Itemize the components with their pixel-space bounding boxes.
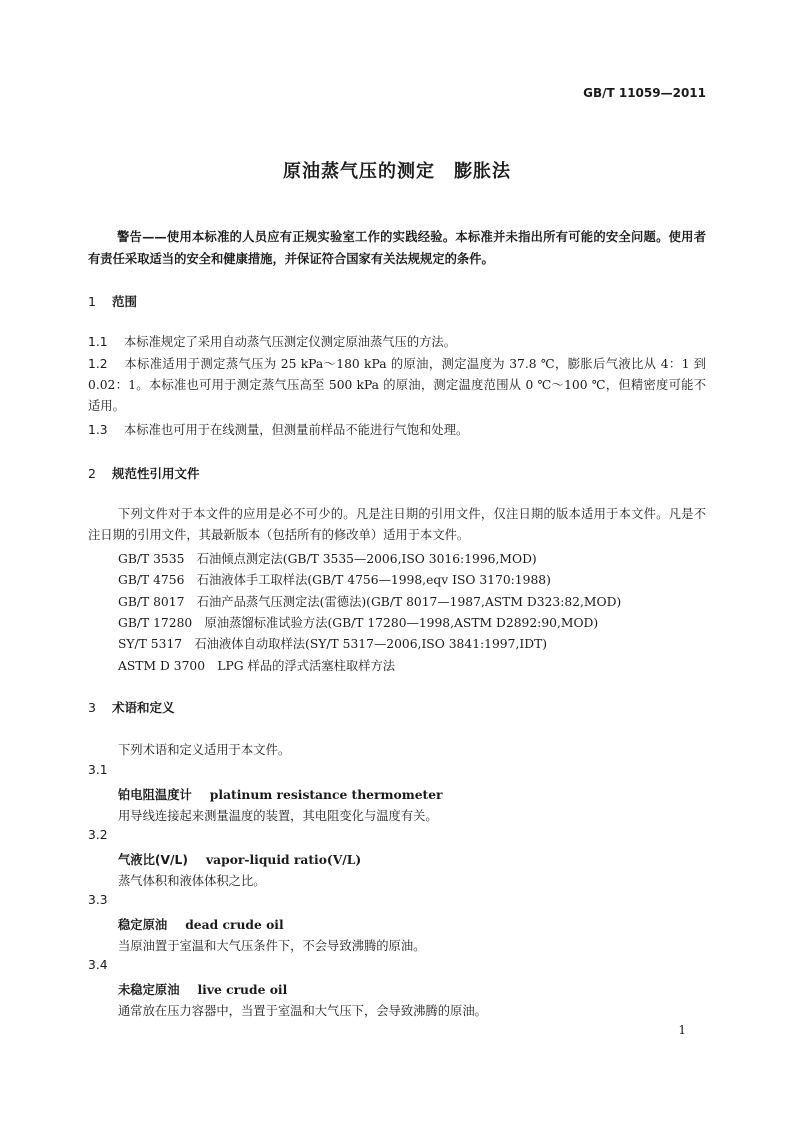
- term-number: 3.1: [88, 763, 108, 777]
- reference-item: GB/T 17280 原油蒸馏标准试验方法(GB/T 17280—1998,ASTM D2892:90,MOD): [118, 616, 599, 630]
- clause-number: 1.1: [88, 335, 108, 349]
- term-definition: 蒸气体积和液体体积之比。: [118, 874, 266, 888]
- term-definition: 通常放在压力容器中，当置于室温和大气压下，会导致沸腾的原油。: [118, 1004, 487, 1018]
- clause-1-1: [88, 332, 706, 353]
- term-definition: 当原油置于室温和大气压条件下，不会导致沸腾的原油。: [118, 939, 426, 953]
- section-title: 范围: [112, 294, 138, 309]
- section-heading-terms: [88, 698, 175, 716]
- term-en: dead crude oil: [185, 917, 284, 932]
- page-number: 1: [678, 1023, 686, 1037]
- reference-item: GB/T 3535 石油倾点测定法(GB/T 3535—2006,ISO 3016:1996,MOD): [118, 552, 537, 566]
- section-title: 规范性引用文件: [112, 466, 200, 481]
- clause-1-2: [88, 354, 706, 417]
- clause-1-3: [88, 420, 706, 441]
- term-entry: [118, 785, 443, 803]
- term-entry: [118, 980, 287, 998]
- section-heading-normative: [88, 464, 200, 482]
- clause-number: 1.2: [88, 357, 108, 371]
- term-number: 3.3: [88, 893, 108, 907]
- term-zh: 铂电阻温度计: [118, 788, 192, 802]
- section-title: 术语和定义: [112, 700, 175, 715]
- clause-text: 本标准适用于测定蒸气压为 25 kPa～180 kPa 的原油，测定温度为 37.8 ℃，膨胀后气液比从 4：1 到 0.02：1。本标准也可用于测定蒸气压高至 500 kPa 的原油，测定温度范围从 0 ℃～100 ℃，但精密度可能不适用。: [88, 357, 706, 413]
- reference-item: ASTM D 3700 LPG 样品的浮式活塞柱取样方法: [118, 659, 396, 673]
- term-entry: [118, 850, 361, 868]
- terms-intro: 下列术语和定义适用于本文件。: [118, 743, 291, 757]
- clause-text: 本标准也可用于在线测量，但测量前样品不能进行气饱和处理。: [124, 423, 469, 437]
- document-title: 原油蒸气压的测定 膨胀法: [283, 161, 511, 182]
- term-en: platinum resistance thermometer: [209, 787, 443, 802]
- term-number: 3.2: [88, 828, 108, 842]
- reference-item: GB/T 8017 石油产品蒸气压测定法(雷德法)(GB/T 8017—1987,ASTM D323:82,MOD): [118, 595, 622, 609]
- warning-paragraph: 警告——使用本标准的人员应有正规实验室工作的实践经验。本标准并未指出所有可能的安全问题。使用者有责任采取适当的安全和健康措施，并保证符合国家有关法规规定的条件。: [88, 230, 706, 266]
- clause-number: 1.3: [88, 423, 108, 437]
- term-entry: [118, 915, 284, 933]
- term-zh: 未稳定原油: [118, 983, 180, 997]
- section-number: 3: [88, 700, 96, 715]
- term-en: vapor-liquid ratio(V/L): [205, 852, 362, 867]
- term-number: 3.4: [88, 958, 108, 972]
- term-definition: 用导线连接起来测量温度的装置，其电阻变化与温度有关。: [118, 809, 438, 823]
- section-heading-scope: [88, 292, 137, 310]
- term-zh: 稳定原油: [118, 918, 168, 932]
- section-number: 2: [88, 466, 96, 481]
- clause-text: 本标准规定了采用自动蒸气压测定仪测定原油蒸气压的方法。: [124, 335, 457, 349]
- reference-item: SY/T 5317 石油液体自动取样法(SY/T 5317—2006,ISO 3841:1997,IDT): [118, 637, 548, 651]
- term-zh: 气液比(V/L): [118, 853, 188, 867]
- normative-intro: 下列文件对于本文件的应用是必不可少的。凡是注日期的引用文件，仅注日期的版本适用于本文件。凡是不注日期的引用文件，其最新版本（包括所有的修改单）适用于本文件。: [88, 507, 706, 542]
- standard-code: GB/T 11059—2011: [583, 86, 706, 100]
- term-en: live crude oil: [197, 982, 288, 997]
- section-number: 1: [88, 294, 96, 309]
- reference-item: GB/T 4756 石油液体手工取样法(GB/T 4756—1998,eqv ISO 3170:1988): [118, 573, 551, 587]
